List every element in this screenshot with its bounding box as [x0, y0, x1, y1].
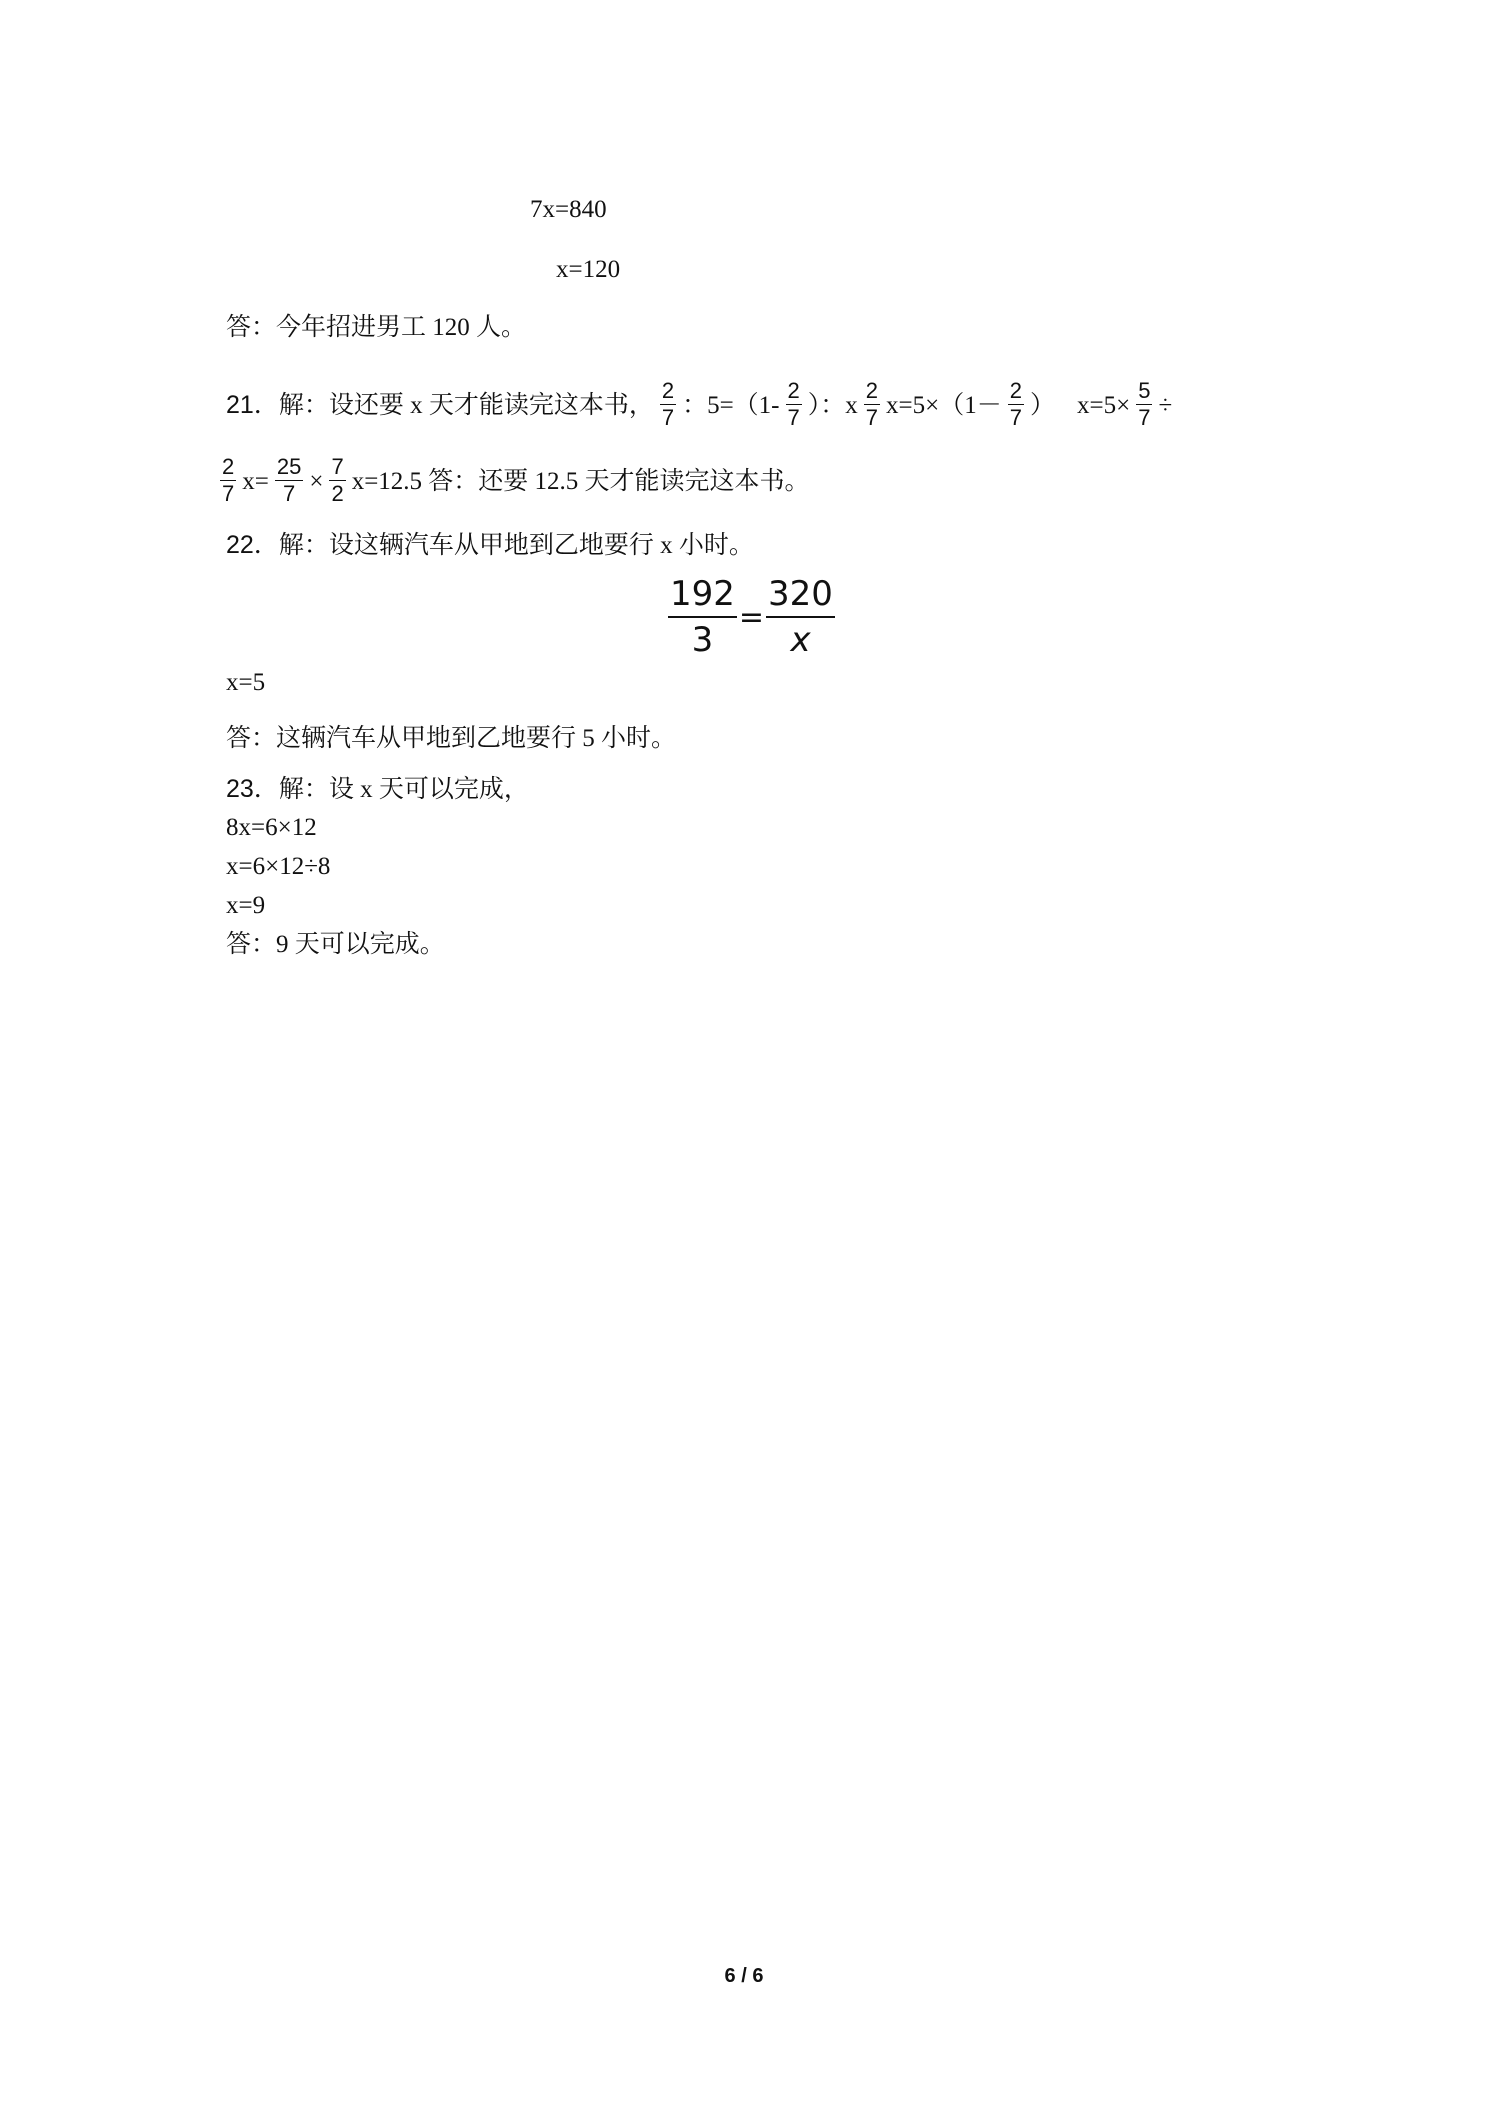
- question-23-line: [226, 774, 529, 805]
- q21-part-4: ）: [1029, 392, 1055, 420]
- fraction-7-2: $\frac{7}{2}$: [331, 454, 344, 506]
- q21-part-5: x=5×: [1077, 392, 1131, 420]
- q21-part-6: ÷: [1158, 392, 1173, 420]
- q21-part-7: x=: [242, 468, 269, 496]
- fraction-2-7: $\frac{2}{7}$: [1009, 378, 1022, 430]
- equals-sign: =: [738, 599, 765, 635]
- fraction-25-7: $\frac{25}{7}$: [276, 454, 302, 506]
- question-21-intro: ．解：设还要 x 天才能读完这本书，: [253, 392, 654, 420]
- q21-part-9: x=12.5 答：还要 12.5 天才能读完这本书。: [351, 468, 810, 496]
- fraction-320-x: $\frac{320}{x}$: [768, 574, 833, 660]
- fraction-2-7: $\frac{2}{7}$: [661, 378, 675, 430]
- q23-step-1: 8x=6×12: [226, 814, 317, 841]
- q22-solution: x=5: [226, 669, 266, 696]
- equation-line-x120: x=120: [556, 256, 621, 283]
- page-number: 6 / 6: [724, 1965, 764, 1987]
- fraction-2-7: $\frac{2}{7}$: [222, 454, 235, 506]
- question-21-line-1: [226, 378, 1173, 433]
- equation-line-7x: 7x=840: [530, 196, 607, 223]
- question-22-intro: ．解：设这辆汽车从甲地到乙地要行 x 小时。: [253, 532, 754, 559]
- fraction-2-7: $\frac{2}{7}$: [865, 378, 879, 430]
- fraction-2-7: $\frac{2}{7}$: [787, 378, 800, 430]
- fraction-5-7: $\frac{5}{7}$: [1138, 378, 1151, 430]
- q21-part-3: x=5×（1－: [886, 392, 1002, 420]
- question-number-21: 21: [226, 391, 254, 420]
- q21-part-2: ）：x: [807, 392, 858, 420]
- question-number-22: 22: [226, 531, 254, 559]
- fraction-192-3: $\frac{192}{3}$: [670, 574, 735, 660]
- q21-part-1: ：5=（1-: [682, 392, 780, 420]
- answer-line-20: 答：今年招进男工 120 人。: [226, 314, 527, 341]
- question-22-line: [226, 530, 754, 561]
- q23-step-3: x=9: [226, 892, 266, 919]
- question-21-line-2: [220, 454, 810, 509]
- q21-part-8: ×: [309, 468, 324, 496]
- question-number-23: 23: [226, 775, 254, 803]
- q23-answer: 答：9 天可以完成。: [226, 931, 445, 958]
- q23-step-2: x=6×12÷8: [226, 853, 331, 880]
- proportion-equation: [668, 574, 835, 660]
- q22-answer: 答：这辆汽车从甲地到乙地要行 5 小时。: [226, 725, 677, 752]
- question-23-intro: ．解：设 x 天可以完成，: [253, 776, 529, 803]
